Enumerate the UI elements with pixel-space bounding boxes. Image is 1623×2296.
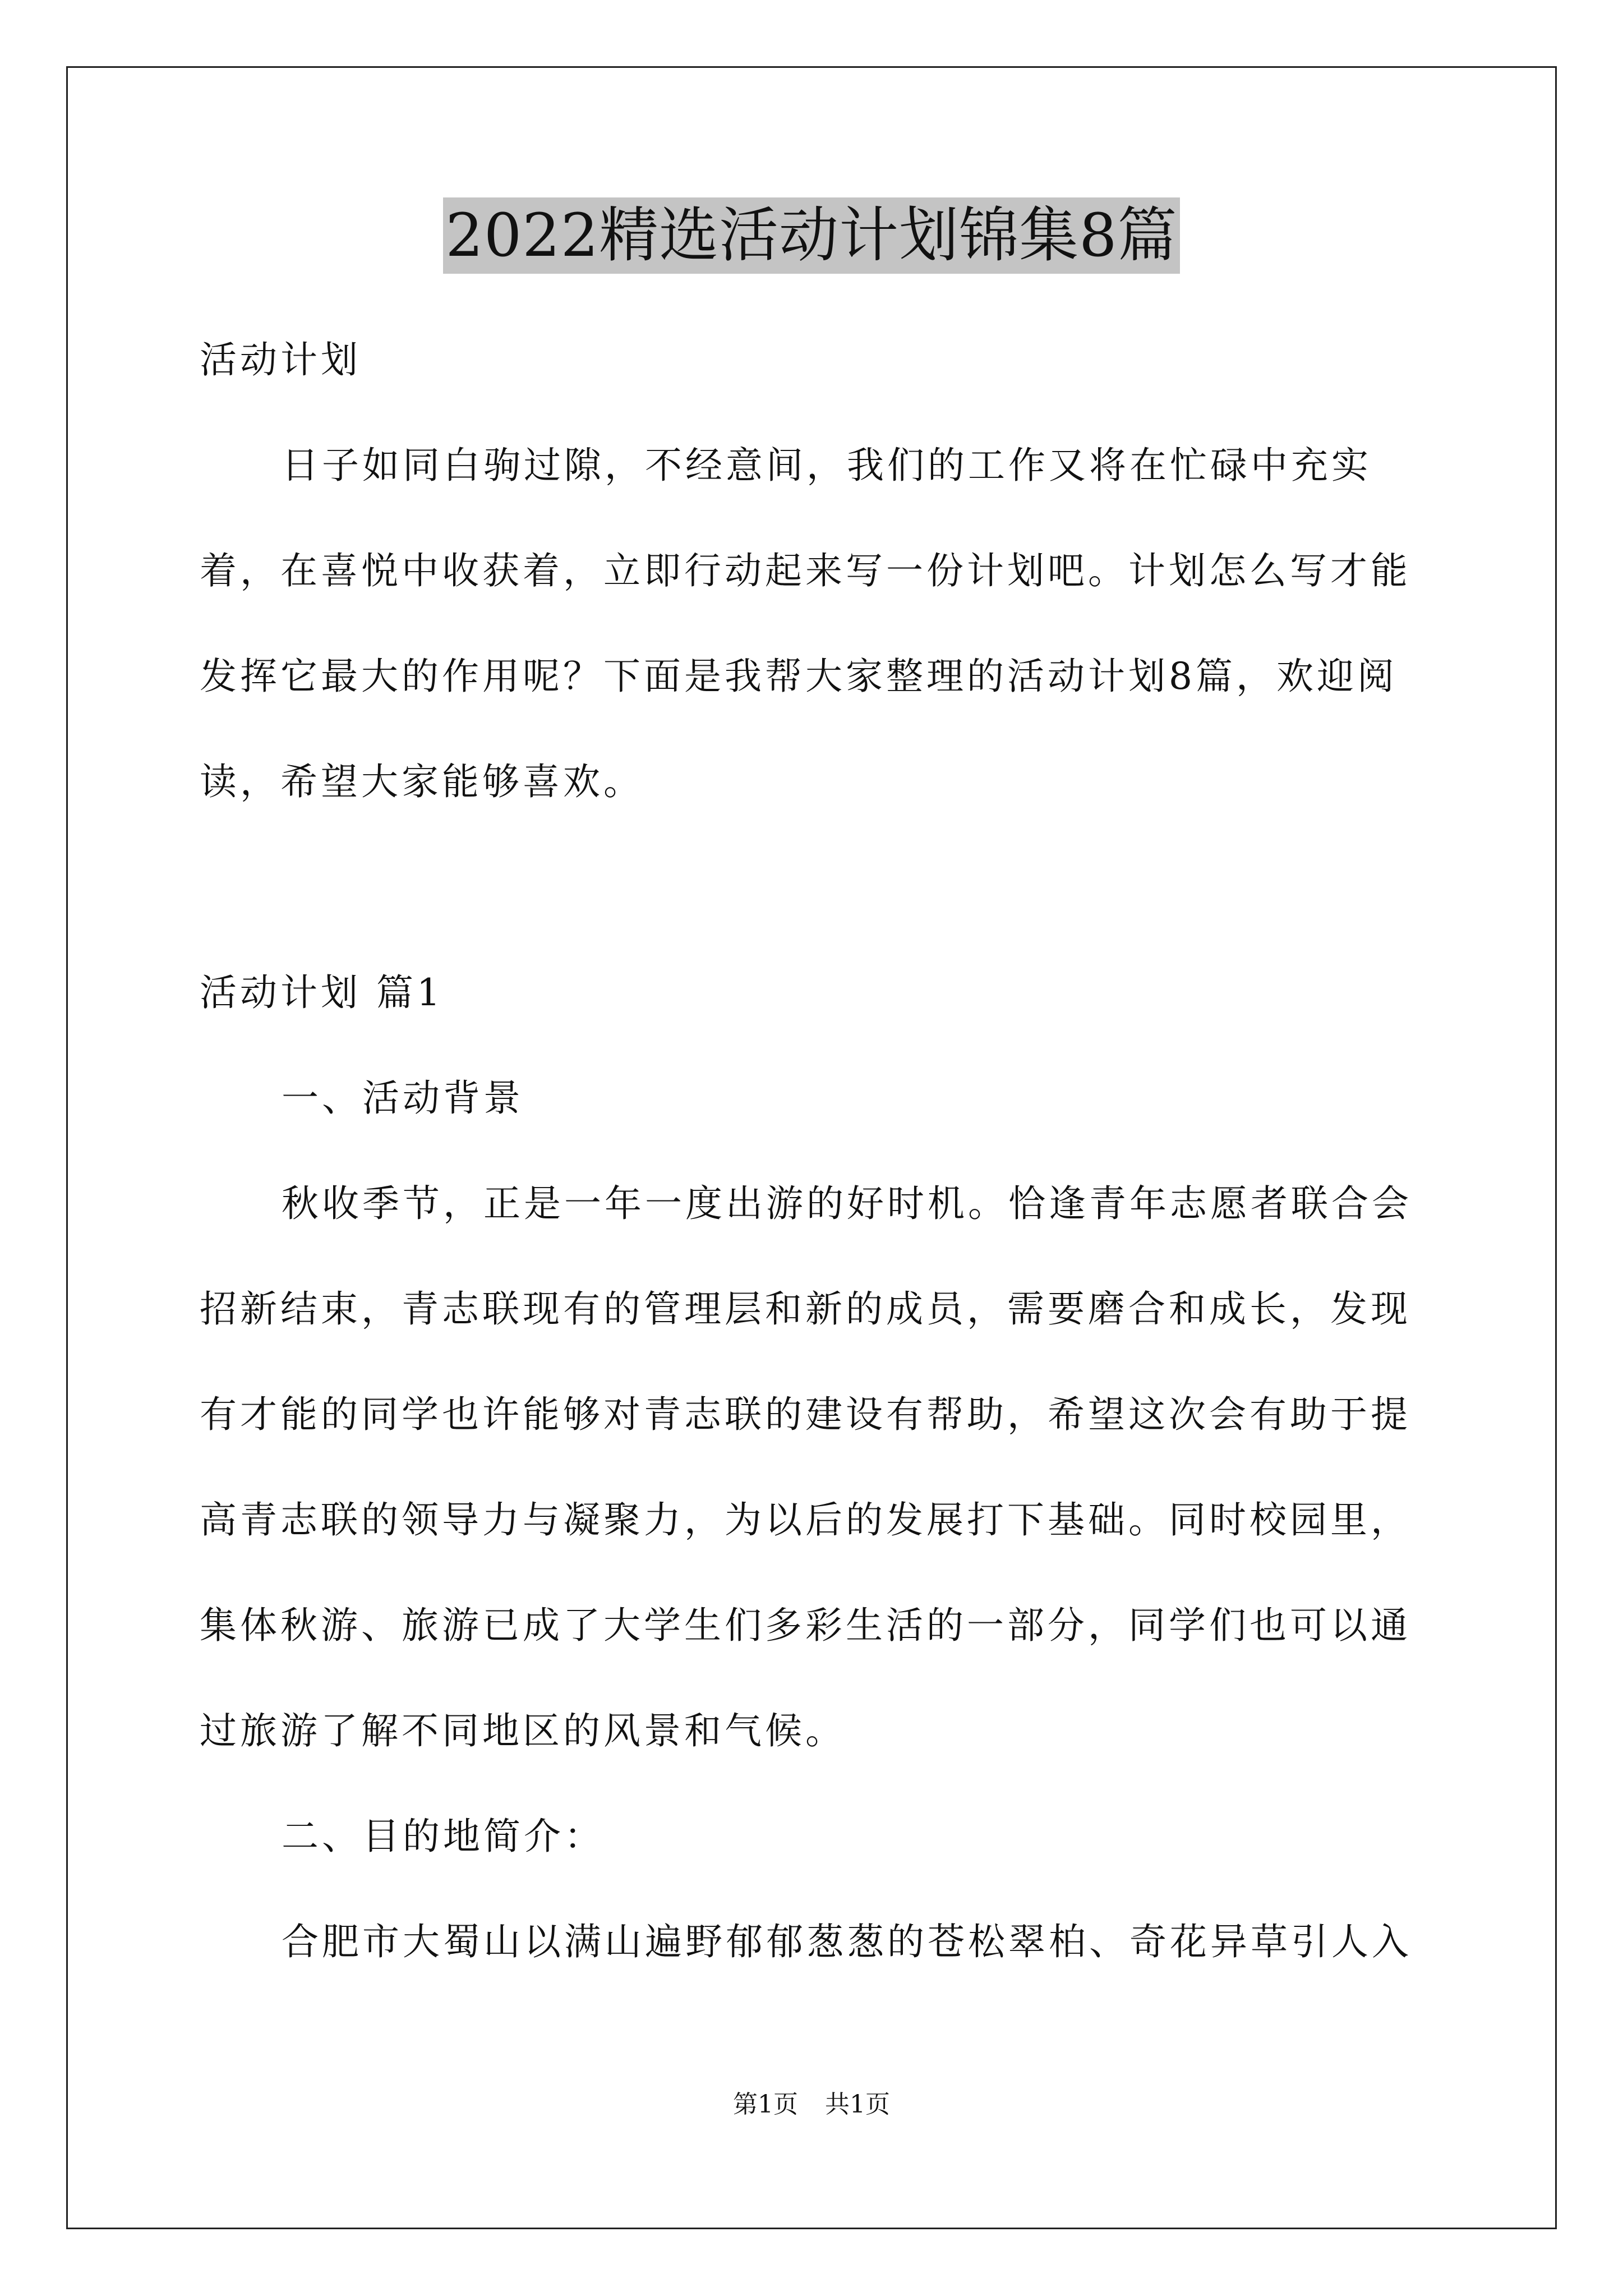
document-body [200,307,1433,1995]
heading-background: 一、活动背景 [282,1076,524,1120]
intro-paragraph: 日子如同白驹过隙，不经意间，我们的工作又将在忙碌中充实着，在喜悦中收获着，立即行动起来写一份计划吧。计划怎么写才能发挥它最大的作用呢？下面是我帮大家整理的活动计划8篇，欢迎阅读，希望大家能够喜欢。 [200,444,1411,803]
spacer [200,835,1433,940]
heading-destination: 二、目的地简介： [282,1815,605,1858]
title-container [0,197,1623,274]
page-number: 第1页 [733,2090,798,2119]
chapter-heading: 活动计划 篇1 [200,971,444,1014]
section-label: 活动计划 [200,338,361,381]
page-total: 共1页 [825,2090,890,2119]
paragraph-background: 秋收季节，正是一年一度出游的好时机。恰逢青年志愿者联合会招新结束，青志联现有的管理层和新的成员，需要磨合和成长，发现有才能的同学也许能够对青志联的建设有帮助，希望这次会有助于提高青志联的领导力与凝聚力，为以后的发展打下基础。同时校园里，集体秋游、旅游已成了大学生们多彩生活的一部分，同学们也可以通过旅游了解不同地区的风景和气候。 [200,1182,1412,1752]
page-footer [0,2088,1623,2122]
document-title: 2022精选活动计划锦集8篇 [443,197,1179,274]
paragraph-destination: 合肥市大蜀山以满山遍野郁郁葱葱的苍松翠柏、奇花异草引人入 [282,1920,1412,1963]
